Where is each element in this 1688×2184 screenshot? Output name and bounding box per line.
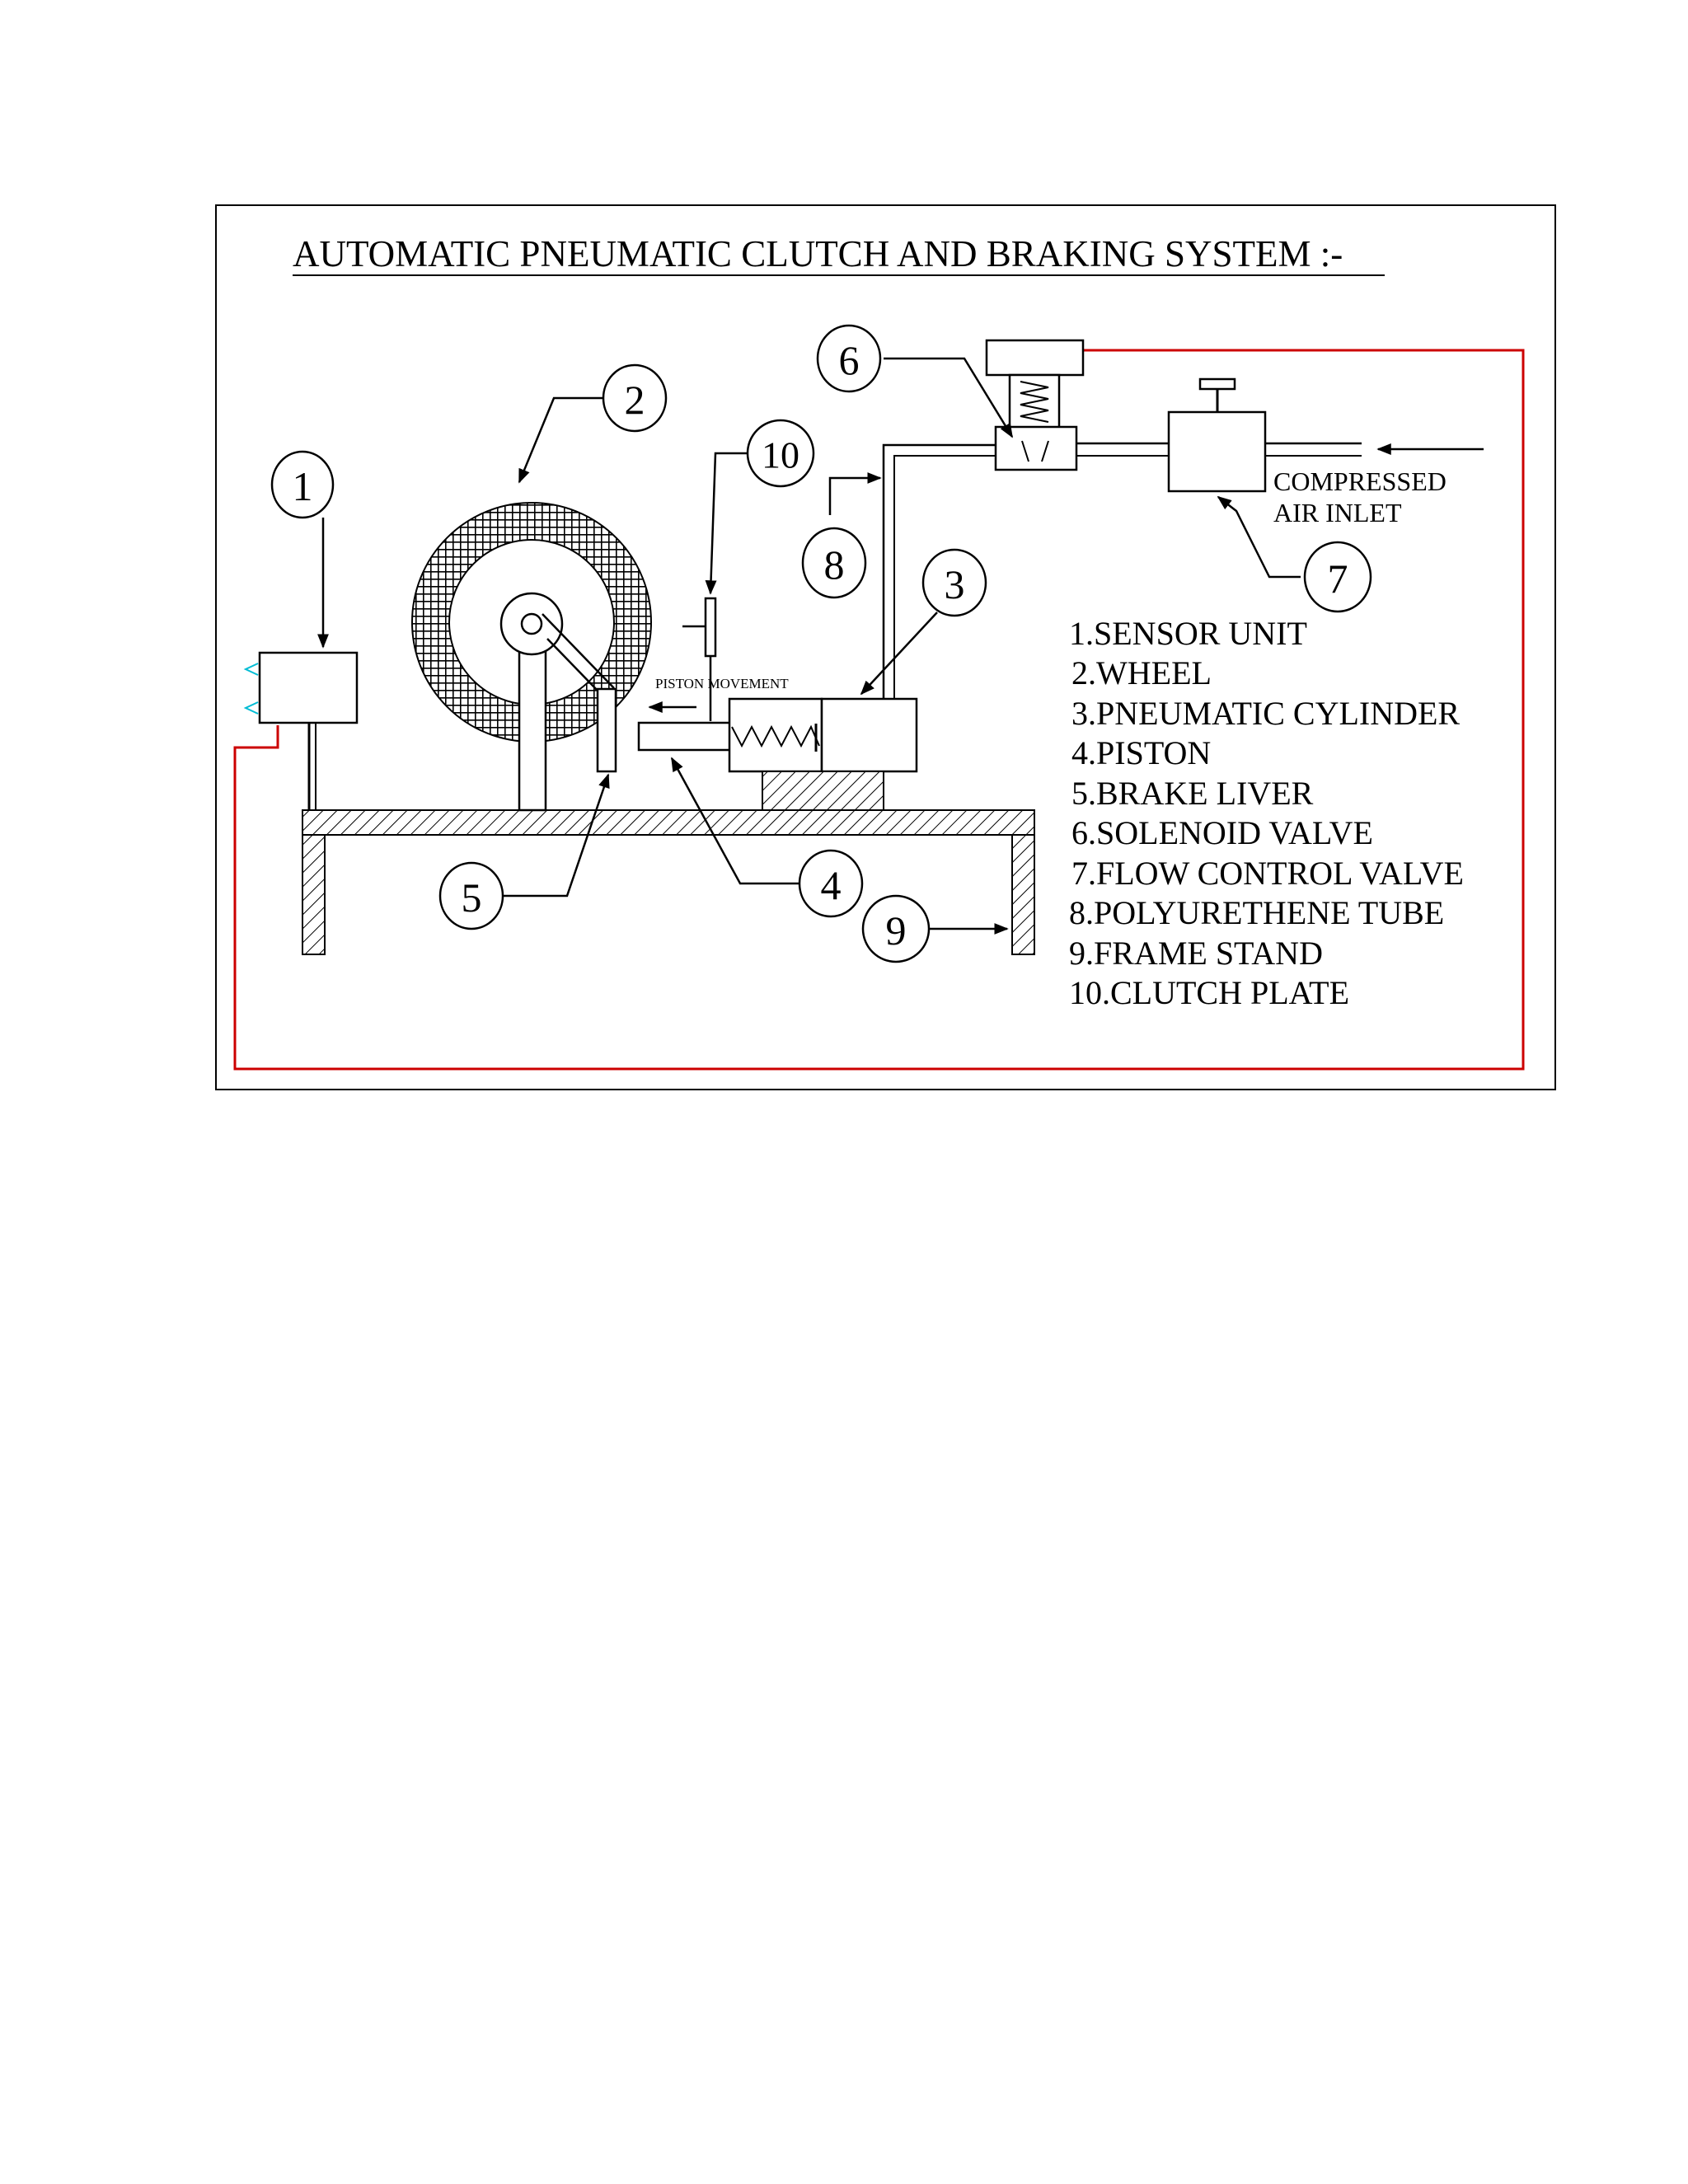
- callout-3-label: 3: [944, 561, 965, 607]
- legend-item-7: 7.FLOW CONTROL VALVE: [1071, 855, 1464, 892]
- callout-8-label: 8: [823, 541, 845, 588]
- callout-5-label: 5: [461, 874, 482, 921]
- piston-movement-label: PISTON MOVEMENT: [655, 676, 789, 691]
- legend-item-6: 6.SOLENOID VALVE: [1071, 814, 1373, 851]
- legend-item-3: 3.PNEUMATIC CYLINDER: [1071, 695, 1461, 732]
- callout-6-label: 6: [838, 337, 860, 383]
- callout-10-label: 10: [762, 434, 799, 476]
- legend-item-1: 1.SENSOR UNIT: [1069, 615, 1307, 652]
- legend-item-5: 5.BRAKE LIVER: [1071, 775, 1314, 812]
- compressed-label: COMPRESSED: [1273, 466, 1447, 496]
- callout-9-label: 9: [885, 907, 907, 954]
- legend-item-4: 4.PISTON: [1071, 734, 1212, 771]
- pneumatic-cylinder: [729, 699, 917, 771]
- leader-10: [710, 453, 748, 593]
- leader-2: [519, 398, 603, 482]
- legend-item-8: 8.POLYURETHENE TUBE: [1069, 894, 1445, 931]
- callout-4-label: 4: [820, 862, 842, 908]
- legend-item-2: 2.WHEEL: [1071, 654, 1212, 691]
- flow-control-valve: [1169, 379, 1265, 491]
- leader-8: [830, 478, 880, 515]
- legend-item-9: 9.FRAME STAND: [1069, 935, 1323, 972]
- air-inlet-label: AIR INLET: [1273, 498, 1402, 527]
- sensor-beam-icon: [246, 663, 258, 714]
- legend-item-10: 10.CLUTCH PLATE: [1069, 974, 1349, 1011]
- leader-3: [861, 612, 937, 694]
- solenoid-valve: [987, 340, 1083, 470]
- cylinder-base: [762, 771, 884, 810]
- callout-2-label: 2: [624, 377, 645, 423]
- legend: [1069, 615, 1464, 1011]
- sensor-unit: [260, 653, 357, 810]
- callout-1-label: 1: [292, 463, 313, 509]
- diagram-title: AUTOMATIC PNEUMATIC CLUTCH AND BRAKING SYSTEM :-: [293, 233, 1343, 274]
- clutch-plate: [682, 598, 715, 721]
- callout-7-label: 7: [1327, 555, 1348, 602]
